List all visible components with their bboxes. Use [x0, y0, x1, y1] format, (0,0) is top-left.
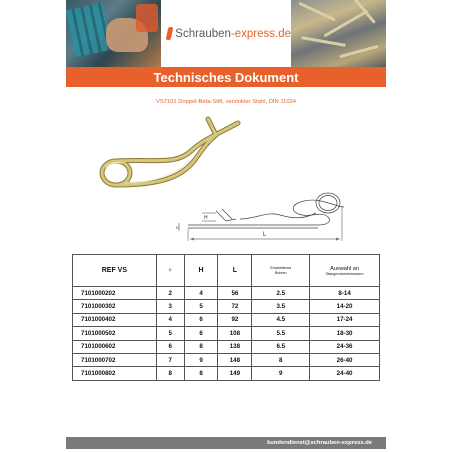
table-header-row	[73, 255, 380, 287]
cell-h: 8	[184, 340, 218, 353]
header-photo-screws	[291, 0, 386, 67]
cell-bore: 9	[252, 367, 310, 380]
brand-name	[175, 28, 291, 40]
table-row	[73, 353, 380, 366]
cell-ref: 7101000302	[73, 300, 157, 313]
cell-bore: 5.5	[252, 327, 310, 340]
col-header-bore	[252, 255, 310, 287]
header-photo-workshop	[66, 0, 161, 67]
cell-range: 8-14	[310, 287, 380, 300]
cell-h: 6	[184, 327, 218, 340]
col-header-bore-line2: Bohren	[274, 270, 287, 275]
cell-ref: 7101000202	[73, 287, 157, 300]
col-header-selection-line2: Stangendurchmessern	[325, 271, 364, 276]
cell-h: 4	[184, 287, 218, 300]
cell-l: 92	[218, 313, 252, 326]
cell-d: 4	[156, 313, 184, 326]
cell-h: 9	[184, 353, 218, 366]
cell-l: 56	[218, 287, 252, 300]
cell-bore: 2.5	[252, 287, 310, 300]
table-row	[73, 327, 380, 340]
cell-d: 3	[156, 300, 184, 313]
cell-range: 24-40	[310, 367, 380, 380]
cell-l: 148	[218, 353, 252, 366]
cell-d: 2	[156, 287, 184, 300]
title-banner	[66, 67, 386, 87]
brand-name-part1: Schrauben	[175, 27, 231, 40]
cell-d: 6	[156, 340, 184, 353]
table-row	[73, 367, 380, 380]
cell-h: 6	[184, 313, 218, 326]
logo-icon	[166, 27, 174, 40]
product-photo	[102, 119, 238, 185]
cell-range: 17-24	[310, 313, 380, 326]
col-header-ref: REF VS	[73, 255, 157, 287]
cell-l: 108	[218, 327, 252, 340]
cell-l: 138	[218, 340, 252, 353]
table-row	[73, 340, 380, 353]
cell-range: 14-20	[310, 300, 380, 313]
cell-d: 8	[156, 367, 184, 380]
cell-ref: 7101000802	[73, 367, 157, 380]
table-row	[73, 300, 380, 313]
col-header-d: D	[156, 255, 184, 287]
dimension-label-d: D	[176, 225, 179, 230]
spec-table-wrapper	[72, 254, 380, 381]
dimension-label-l: L	[263, 232, 267, 238]
cell-bore: 8	[252, 353, 310, 366]
col-header-h: H	[184, 255, 218, 287]
cell-d: 5	[156, 327, 184, 340]
document-title: Technisches Dokument	[153, 69, 299, 85]
cell-ref: 7101000502	[73, 327, 157, 340]
cell-ref: 7101000402	[73, 313, 157, 326]
table-row	[73, 313, 380, 326]
footer-email[interactable]: kundendienst@schrauben-express.de	[267, 440, 372, 446]
cell-h: 8	[184, 367, 218, 380]
brand-name-part2: -express.de	[230, 27, 291, 40]
cell-bore: 3.5	[252, 300, 310, 313]
cell-ref: 7101000702	[73, 353, 157, 366]
cell-bore: 4.5	[252, 313, 310, 326]
cell-range: 18-30	[310, 327, 380, 340]
col-header-bore-line1: Empfohlenes	[270, 265, 292, 270]
product-subtitle: VS7101 Doppel-Beta-Stift, verzinkter Stahl, DIN 11024	[155, 99, 297, 105]
product-drawings	[66, 105, 386, 250]
dimension-label-h: H	[204, 215, 208, 221]
col-header-selection	[310, 255, 380, 287]
spec-table	[72, 254, 380, 381]
header	[66, 0, 386, 67]
cell-range: 26-40	[310, 353, 380, 366]
brand-logo	[161, 0, 291, 67]
cell-h: 5	[184, 300, 218, 313]
col-header-selection-line1: Auswahl an	[330, 265, 360, 272]
cell-l: 72	[218, 300, 252, 313]
table-row	[73, 287, 380, 300]
col-header-l: L	[218, 255, 252, 287]
cell-ref: 7101000602	[73, 340, 157, 353]
cell-l: 149	[218, 367, 252, 380]
table-body	[73, 287, 380, 381]
cell-d: 7	[156, 353, 184, 366]
cell-range: 24-36	[310, 340, 380, 353]
cell-bore: 6.5	[252, 340, 310, 353]
footer-bar	[66, 437, 386, 449]
